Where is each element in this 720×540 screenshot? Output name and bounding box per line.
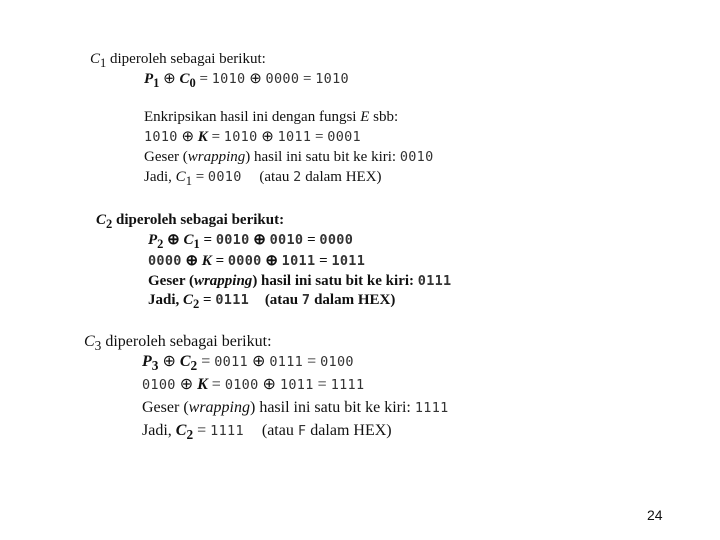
s2-encrypt-equation: 0000 ⊕ K = 0000 ⊕ 1011 = 1011: [148, 253, 366, 269]
page-number: 24: [647, 507, 663, 523]
s1-heading: $C_1$ diperoleh sebagai berikut:: [90, 51, 266, 70]
s2-result-line: Jadi, $C_2 = 0111$ (atau 7 dalam HEX): [148, 292, 396, 311]
s1-result-line: Jadi, $C_1 = 0010$ (atau 2 dalam HEX): [144, 169, 382, 188]
s3-shift-line: Geser (wrapping) hasil ini satu bit ke kiri: 1111: [142, 399, 449, 416]
s3-result-line: Jadi, $C_2 = 1111$ (atau F dalam HEX): [142, 422, 392, 443]
s2-shift-line: Geser (wrapping) hasil ini satu bit ke kiri: 0111: [148, 273, 452, 289]
s1-encrypt-intro: Enkripsikan hasil ini dengan fungsi E sbb:: [144, 109, 399, 125]
s3-encrypt-equation: 0100 ⊕ K = 0100 ⊕ 1011 = 1111: [142, 376, 365, 393]
s1-equation: $P_1$ ⊕ $C_0 = 1010$ ⊕ 0000 = 1010: [144, 71, 349, 90]
s2-heading: $C_2$ diperoleh sebagai berikut:: [96, 212, 285, 231]
s3-equation: $P_3$ ⊕ $C_2 = 0011$ ⊕ 0111 = 0100: [142, 353, 354, 374]
s3-heading: $C_3$ diperoleh sebagai berikut:: [84, 333, 272, 354]
s2-equation: $P_2$ ⊕ $C_1 = 0010$ ⊕ 0010 = 0000: [148, 232, 354, 251]
s1-shift-line: Geser (wrapping) hasil ini satu bit ke kiri: 0010: [144, 149, 434, 165]
s1-encrypt-equation: 1010 ⊕ K = 1010 ⊕ 1011 = 0001: [144, 129, 361, 145]
